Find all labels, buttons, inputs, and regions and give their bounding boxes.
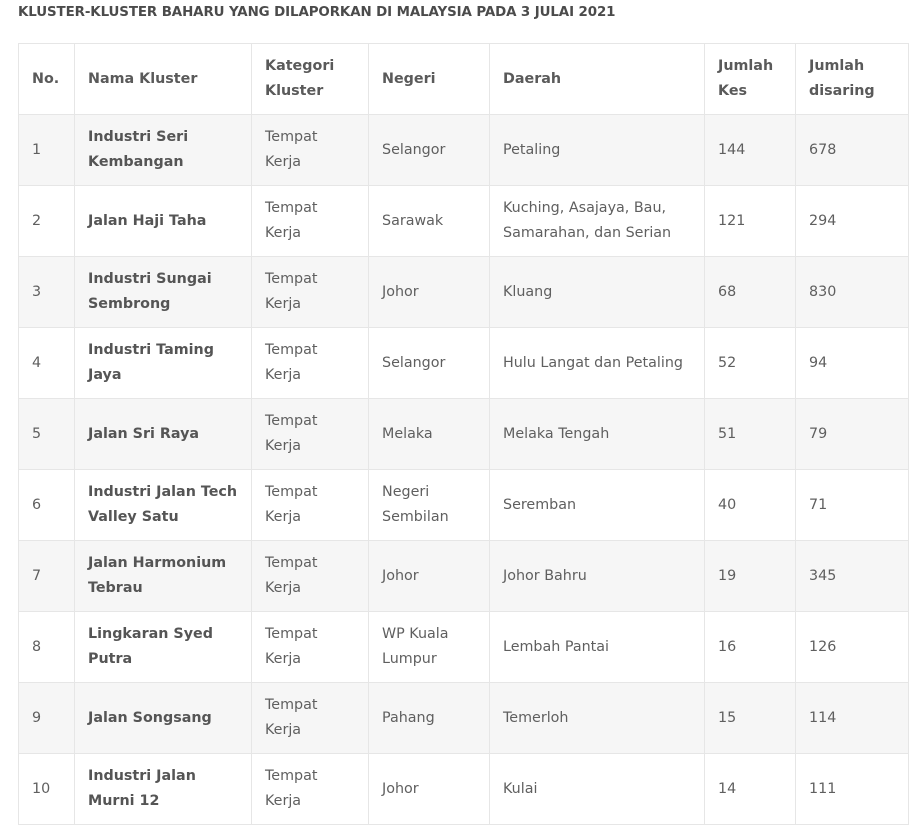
header-jumlah-disaring: Jumlah disaring — [796, 44, 909, 115]
cell-negeri: Pahang — [369, 683, 490, 754]
cell-nama-kluster: Industri Taming Jaya — [75, 328, 252, 399]
cell-kategori-kluster: Tempat Kerja — [252, 683, 369, 754]
cell-jumlah-disaring: 114 — [796, 683, 909, 754]
cell-negeri: WP Kuala Lumpur — [369, 612, 490, 683]
table-row — [19, 399, 909, 470]
cell-daerah: Seremban — [490, 470, 705, 541]
cell-daerah: Hulu Langat dan Petaling — [490, 328, 705, 399]
cell-daerah: Lembah Pantai — [490, 612, 705, 683]
cell-nama-kluster: Jalan Harmonium Tebrau — [75, 541, 252, 612]
cell-nama-kluster: Industri Jalan Murni 12 — [75, 754, 252, 825]
clusters-table — [18, 43, 909, 825]
cell-jumlah-disaring: 294 — [796, 186, 909, 257]
table-row — [19, 115, 909, 186]
cell-negeri: Johor — [369, 754, 490, 825]
cell-jumlah-kes: 144 — [705, 115, 796, 186]
cell-daerah: Johor Bahru — [490, 541, 705, 612]
cell-negeri: Melaka — [369, 399, 490, 470]
cell-jumlah-kes: 68 — [705, 257, 796, 328]
cell-jumlah-disaring: 126 — [796, 612, 909, 683]
page-title: KLUSTER-KLUSTER BAHARU YANG DILAPORKAN DI MALAYSIA PADA 3 JULAI 2021 — [18, 5, 616, 20]
cell-no: 9 — [19, 683, 75, 754]
cell-nama-kluster: Jalan Sri Raya — [75, 399, 252, 470]
cell-jumlah-kes: 51 — [705, 399, 796, 470]
cell-jumlah-kes: 121 — [705, 186, 796, 257]
cell-no: 6 — [19, 470, 75, 541]
cell-nama-kluster: Industri Sungai Sembrong — [75, 257, 252, 328]
cell-no: 4 — [19, 328, 75, 399]
cell-kategori-kluster: Tempat Kerja — [252, 328, 369, 399]
cell-kategori-kluster: Tempat Kerja — [252, 541, 369, 612]
table-row — [19, 612, 909, 683]
cell-daerah: Petaling — [490, 115, 705, 186]
cell-negeri: Negeri Sembilan — [369, 470, 490, 541]
cell-daerah: Kluang — [490, 257, 705, 328]
cell-jumlah-kes: 14 — [705, 754, 796, 825]
table-row — [19, 754, 909, 825]
cell-no: 3 — [19, 257, 75, 328]
cell-no: 7 — [19, 541, 75, 612]
cell-jumlah-disaring: 71 — [796, 470, 909, 541]
table-body — [19, 115, 909, 825]
cell-negeri: Johor — [369, 541, 490, 612]
cell-jumlah-disaring: 345 — [796, 541, 909, 612]
cell-negeri: Selangor — [369, 115, 490, 186]
cell-jumlah-kes: 16 — [705, 612, 796, 683]
header-jumlah-kes: Jumlah Kes — [705, 44, 796, 115]
cell-nama-kluster: Industri Jalan Tech Valley Satu — [75, 470, 252, 541]
table-row — [19, 328, 909, 399]
cell-jumlah-disaring: 678 — [796, 115, 909, 186]
table-row — [19, 470, 909, 541]
cell-kategori-kluster: Tempat Kerja — [252, 612, 369, 683]
cell-kategori-kluster: Tempat Kerja — [252, 470, 369, 541]
header-negeri: Negeri — [369, 44, 490, 115]
cell-daerah: Temerloh — [490, 683, 705, 754]
cell-negeri: Selangor — [369, 328, 490, 399]
cell-kategori-kluster: Tempat Kerja — [252, 115, 369, 186]
cell-nama-kluster: Jalan Songsang — [75, 683, 252, 754]
cell-jumlah-disaring: 79 — [796, 399, 909, 470]
cell-jumlah-kes: 15 — [705, 683, 796, 754]
table-row — [19, 541, 909, 612]
cell-jumlah-disaring: 830 — [796, 257, 909, 328]
table-row — [19, 257, 909, 328]
header-no: No. — [19, 44, 75, 115]
table-row — [19, 186, 909, 257]
cell-daerah: Melaka Tengah — [490, 399, 705, 470]
cell-kategori-kluster: Tempat Kerja — [252, 399, 369, 470]
cell-daerah: Kuching, Asajaya, Bau, Samarahan, dan Serian — [490, 186, 705, 257]
cell-negeri: Johor — [369, 257, 490, 328]
header-nama-kluster: Nama Kluster — [75, 44, 252, 115]
cell-no: 1 — [19, 115, 75, 186]
cell-no: 2 — [19, 186, 75, 257]
cell-kategori-kluster: Tempat Kerja — [252, 754, 369, 825]
cell-jumlah-disaring: 111 — [796, 754, 909, 825]
cell-nama-kluster: Jalan Haji Taha — [75, 186, 252, 257]
cell-negeri: Sarawak — [369, 186, 490, 257]
cell-jumlah-kes: 19 — [705, 541, 796, 612]
cell-daerah: Kulai — [490, 754, 705, 825]
cell-jumlah-kes: 52 — [705, 328, 796, 399]
cell-kategori-kluster: Tempat Kerja — [252, 186, 369, 257]
table-header-row — [19, 44, 909, 115]
table-row — [19, 683, 909, 754]
cell-jumlah-disaring: 94 — [796, 328, 909, 399]
cell-jumlah-kes: 40 — [705, 470, 796, 541]
header-kategori-kluster: Kategori Kluster — [252, 44, 369, 115]
cell-kategori-kluster: Tempat Kerja — [252, 257, 369, 328]
header-daerah: Daerah — [490, 44, 705, 115]
cell-no: 5 — [19, 399, 75, 470]
cell-no: 8 — [19, 612, 75, 683]
cell-nama-kluster: Industri Seri Kembangan — [75, 115, 252, 186]
cell-nama-kluster: Lingkaran Syed Putra — [75, 612, 252, 683]
cell-no: 10 — [19, 754, 75, 825]
